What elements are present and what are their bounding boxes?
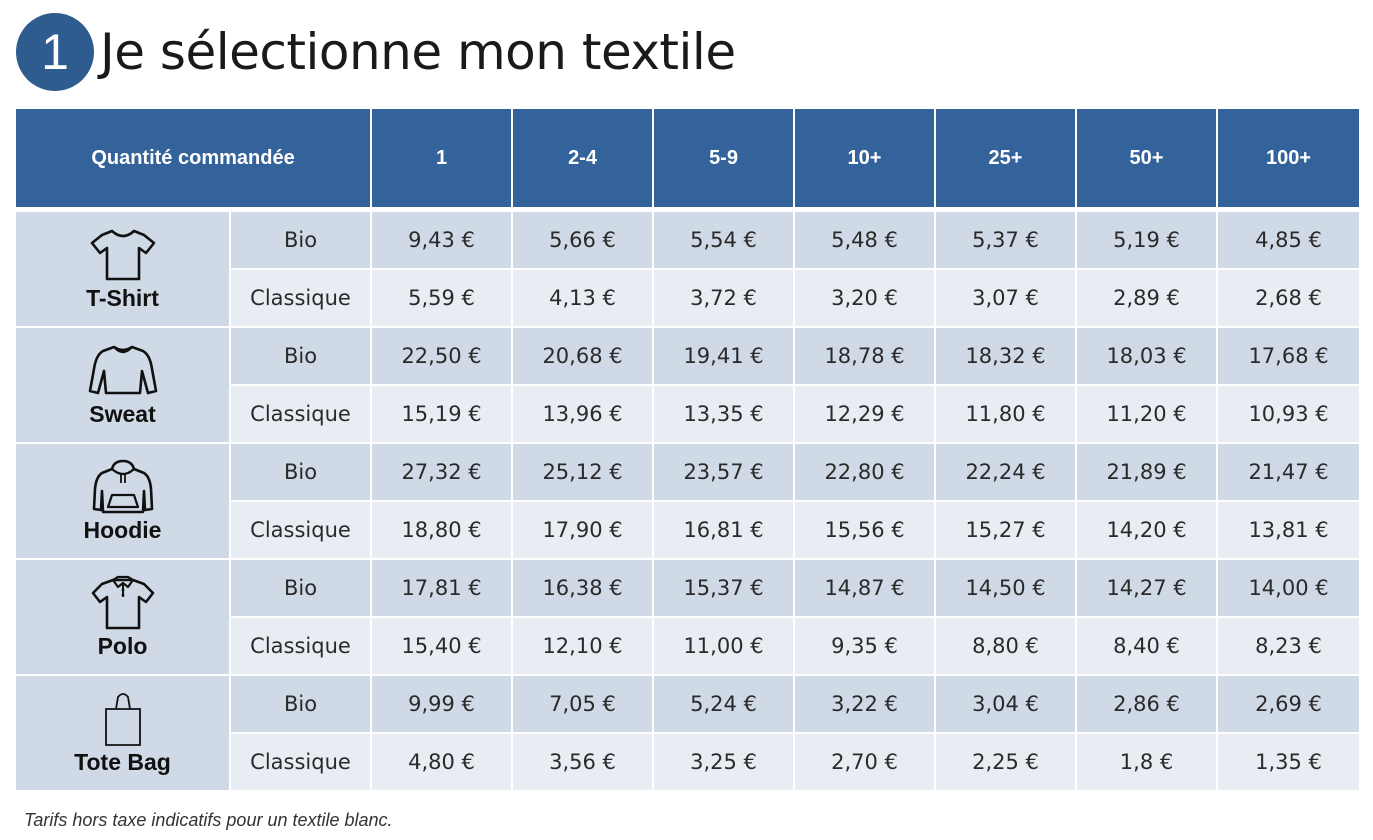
table-row xyxy=(16,676,1359,734)
price-cell: 8,23 € xyxy=(1218,618,1359,676)
price-cell: 22,24 € xyxy=(936,444,1077,502)
variant-label: Bio xyxy=(231,328,372,386)
product-name: Sweat xyxy=(89,400,156,427)
price-cell: 13,35 € xyxy=(654,386,795,444)
price-cell: 3,56 € xyxy=(513,734,654,792)
variant-label: Bio xyxy=(231,676,372,734)
price-cell: 2,86 € xyxy=(1077,676,1218,734)
price-cell: 5,24 € xyxy=(654,676,795,734)
quantity-header: 2-4 xyxy=(513,109,654,207)
variant-label: Classique xyxy=(231,386,372,444)
quantity-header: 100+ xyxy=(1218,109,1359,207)
price-cell: 16,38 € xyxy=(513,560,654,618)
price-cell: 10,93 € xyxy=(1218,386,1359,444)
price-cell: 2,68 € xyxy=(1218,270,1359,328)
price-cell: 2,70 € xyxy=(795,734,936,792)
page-title: Je sélectionne mon textile xyxy=(100,23,736,81)
product-cell xyxy=(16,212,231,328)
price-cell: 9,99 € xyxy=(372,676,513,734)
price-cell: 5,59 € xyxy=(372,270,513,328)
price-cell: 12,29 € xyxy=(795,386,936,444)
price-cell: 3,25 € xyxy=(654,734,795,792)
price-cell: 4,80 € xyxy=(372,734,513,792)
price-cell: 12,10 € xyxy=(513,618,654,676)
price-cell: 3,22 € xyxy=(795,676,936,734)
product-cell xyxy=(16,676,231,792)
price-cell: 21,47 € xyxy=(1218,444,1359,502)
table-row xyxy=(16,560,1359,618)
variant-label: Classique xyxy=(231,502,372,560)
quantity-header: 10+ xyxy=(795,109,936,207)
tote-bag-icon xyxy=(88,691,158,747)
variant-label: Classique xyxy=(231,734,372,792)
price-table-body xyxy=(16,212,1359,792)
price-cell: 1,8 € xyxy=(1077,734,1218,792)
step-number-badge: 1 xyxy=(16,13,94,91)
price-cell: 14,00 € xyxy=(1218,560,1359,618)
price-cell: 3,20 € xyxy=(795,270,936,328)
price-cell: 14,87 € xyxy=(795,560,936,618)
price-cell: 18,03 € xyxy=(1077,328,1218,386)
price-cell: 8,40 € xyxy=(1077,618,1218,676)
quantity-header: 1 xyxy=(372,109,513,207)
price-cell: 9,43 € xyxy=(372,212,513,270)
price-cell: 17,90 € xyxy=(513,502,654,560)
price-cell: 2,89 € xyxy=(1077,270,1218,328)
product-name: Hoodie xyxy=(83,516,162,543)
price-cell: 22,80 € xyxy=(795,444,936,502)
title-row xyxy=(16,12,736,92)
table-row xyxy=(16,444,1359,502)
price-cell: 15,37 € xyxy=(654,560,795,618)
polo-icon xyxy=(88,575,158,631)
product-name: Tote Bag xyxy=(74,748,171,775)
price-cell: 3,72 € xyxy=(654,270,795,328)
variant-label: Bio xyxy=(231,560,372,618)
price-cell: 5,37 € xyxy=(936,212,1077,270)
price-cell: 2,25 € xyxy=(936,734,1077,792)
price-cell: 3,04 € xyxy=(936,676,1077,734)
price-cell: 13,96 € xyxy=(513,386,654,444)
price-cell: 16,81 € xyxy=(654,502,795,560)
hoodie-icon xyxy=(88,459,158,515)
price-cell: 8,80 € xyxy=(936,618,1077,676)
price-cell: 15,40 € xyxy=(372,618,513,676)
product-name: Polo xyxy=(97,632,148,659)
price-cell: 17,81 € xyxy=(372,560,513,618)
price-cell: 11,00 € xyxy=(654,618,795,676)
price-cell: 14,20 € xyxy=(1077,502,1218,560)
quantity-header: 50+ xyxy=(1077,109,1218,207)
price-table xyxy=(16,109,1359,792)
price-cell: 19,41 € xyxy=(654,328,795,386)
price-cell: 18,78 € xyxy=(795,328,936,386)
table-row xyxy=(16,328,1359,386)
price-cell: 27,32 € xyxy=(372,444,513,502)
table-row xyxy=(16,212,1359,270)
sweat-icon xyxy=(88,343,158,399)
price-cell: 11,20 € xyxy=(1077,386,1218,444)
price-cell: 9,35 € xyxy=(795,618,936,676)
price-cell: 23,57 € xyxy=(654,444,795,502)
product-cell xyxy=(16,444,231,560)
price-cell: 4,13 € xyxy=(513,270,654,328)
price-cell: 20,68 € xyxy=(513,328,654,386)
price-cell: 11,80 € xyxy=(936,386,1077,444)
price-cell: 25,12 € xyxy=(513,444,654,502)
table-header-row xyxy=(16,109,1359,207)
quantity-header-label: Quantité commandée xyxy=(16,109,372,207)
price-cell: 21,89 € xyxy=(1077,444,1218,502)
price-cell: 18,80 € xyxy=(372,502,513,560)
price-cell: 2,69 € xyxy=(1218,676,1359,734)
price-cell: 13,81 € xyxy=(1218,502,1359,560)
price-cell: 15,27 € xyxy=(936,502,1077,560)
product-cell xyxy=(16,560,231,676)
price-cell: 5,48 € xyxy=(795,212,936,270)
variant-label: Bio xyxy=(231,444,372,502)
price-cell: 1,35 € xyxy=(1218,734,1359,792)
price-cell: 22,50 € xyxy=(372,328,513,386)
tshirt-icon xyxy=(88,227,158,283)
product-cell xyxy=(16,328,231,444)
price-cell: 5,19 € xyxy=(1077,212,1218,270)
price-cell: 7,05 € xyxy=(513,676,654,734)
variant-label: Classique xyxy=(231,270,372,328)
footnote: Tarifs hors taxe indicatifs pour un textile blanc. xyxy=(24,810,393,830)
price-cell: 4,85 € xyxy=(1218,212,1359,270)
price-cell: 15,19 € xyxy=(372,386,513,444)
quantity-header: 25+ xyxy=(936,109,1077,207)
price-cell: 18,32 € xyxy=(936,328,1077,386)
variant-label: Classique xyxy=(231,618,372,676)
price-cell: 5,66 € xyxy=(513,212,654,270)
price-cell: 14,50 € xyxy=(936,560,1077,618)
price-cell: 3,07 € xyxy=(936,270,1077,328)
price-cell: 17,68 € xyxy=(1218,328,1359,386)
price-cell: 15,56 € xyxy=(795,502,936,560)
price-cell: 5,54 € xyxy=(654,212,795,270)
product-name: T-Shirt xyxy=(86,284,159,311)
price-cell: 14,27 € xyxy=(1077,560,1218,618)
variant-label: Bio xyxy=(231,212,372,270)
quantity-header: 5-9 xyxy=(654,109,795,207)
